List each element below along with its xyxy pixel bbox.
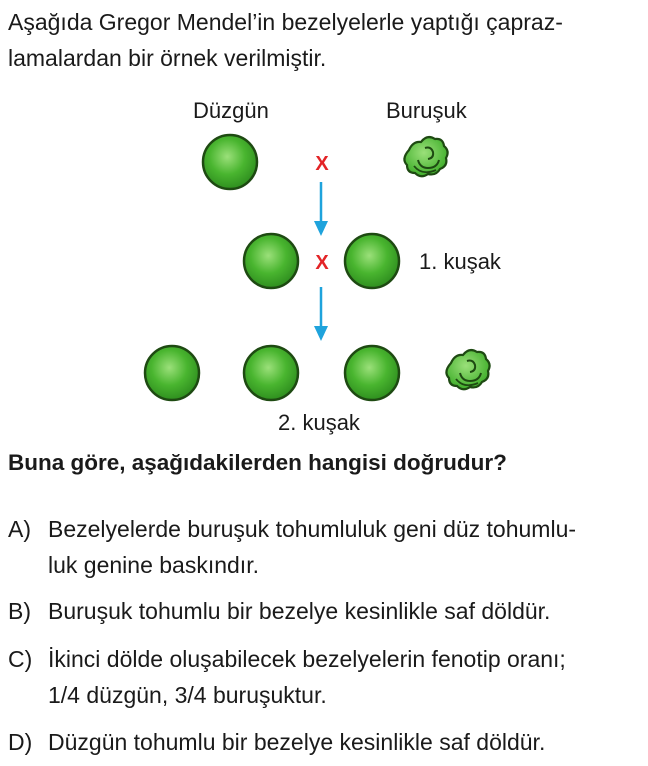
option-b-line-1: Buruşuk tohumlu bir bezelye kesinlikle saf döldür.: [48, 598, 551, 624]
option-d[interactable]: [8, 724, 644, 760]
option-a[interactable]: [8, 511, 644, 583]
smooth-pea-parent: [203, 135, 257, 189]
option-b[interactable]: [8, 593, 644, 629]
smooth-pea-gen2-2: [244, 346, 298, 400]
cross-symbol-gen1: X: [315, 252, 329, 274]
arrow-to-generation-2: [314, 287, 328, 341]
option-c-line-1: İkinci dölde oluşabilecek bezelyelerin fenotip oranı;: [48, 646, 566, 672]
smooth-pea-gen1-right: [345, 234, 399, 288]
label-generation-1: 1. kuşak: [419, 249, 501, 274]
smooth-pea-gen2-3: [345, 346, 399, 400]
option-a-line-2: luk genine baskındır.: [48, 552, 259, 578]
option-a-letter: A): [8, 516, 31, 542]
label-wrinkled: Buruşuk: [386, 98, 467, 123]
question-text: Buna göre, aşağıdakilerden hangisi doğrudur?: [8, 450, 507, 475]
option-d-letter: D): [8, 729, 33, 755]
option-b-letter: B): [8, 598, 31, 624]
smooth-pea-gen1-left: [244, 234, 298, 288]
option-c[interactable]: [8, 641, 644, 713]
arrow-to-generation-1: [314, 182, 328, 236]
label-smooth: Düzgün: [193, 98, 269, 123]
intro-line-1: Aşağıda Gregor Mendel’in bezelyelerle yaptığı çapraz-: [8, 9, 563, 35]
intro-line-2: lamalardan bir örnek verilmiştir.: [8, 45, 327, 71]
label-generation-2: 2. kuşak: [278, 410, 360, 435]
smooth-pea-gen2-1: [145, 346, 199, 400]
option-a-line-1: Bezelyelerde buruşuk tohumluluk geni düz tohumlu-: [48, 516, 577, 542]
wrinkled-pea-gen2: [446, 350, 489, 389]
option-c-line-2: 1/4 düzgün, 3/4 buruşuktur.: [48, 682, 327, 708]
cross-symbol-parent: X: [315, 153, 329, 175]
option-d-line-1: Düzgün tohumlu bir bezelye kesinlikle saf döldür.: [48, 729, 546, 755]
option-c-letter: C): [8, 646, 33, 672]
wrinkled-pea-parent: [404, 137, 447, 176]
